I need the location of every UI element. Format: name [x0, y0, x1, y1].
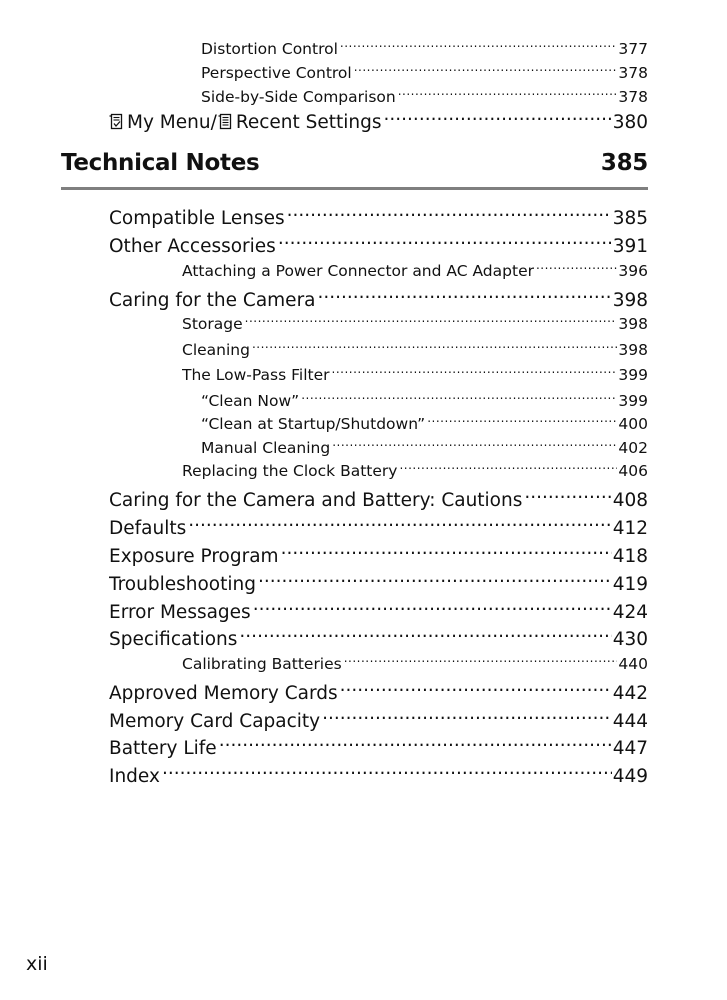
dot-leader [245, 317, 618, 329]
toc-entry[interactable] [201, 413, 648, 435]
dot-leader [332, 441, 617, 453]
dot-leader [162, 763, 612, 782]
toc-entry-perspective-control[interactable] [201, 62, 648, 84]
toc-entry-page: 402 [618, 439, 648, 457]
toc-entry-page: 380 [612, 111, 648, 133]
toc-entry[interactable] [182, 460, 648, 482]
toc-entry[interactable] [109, 205, 648, 231]
toc-entry[interactable] [182, 260, 648, 282]
toc-entry-title: Distortion Control [201, 40, 338, 58]
toc-entry-title: Manual Cleaning [201, 439, 331, 457]
toc-entry-title: Calibrating Batteries [182, 655, 342, 673]
dot-leader [340, 680, 612, 699]
dot-leader [301, 394, 617, 406]
toc-entry-title: Caring for the Camera [109, 289, 316, 311]
toc-entry-title: Specifications [109, 628, 238, 650]
section-divider [61, 187, 648, 190]
toc-entry-title: Storage [182, 315, 243, 333]
dot-leader [281, 543, 612, 562]
toc-entry[interactable] [182, 339, 648, 361]
toc-entry-title: Memory Card Capacity [109, 710, 321, 732]
dot-leader [258, 571, 612, 590]
dot-leader [344, 657, 618, 669]
dot-leader [340, 42, 618, 54]
dot-leader [399, 464, 617, 476]
toc-entry[interactable] [109, 571, 648, 597]
dot-leader [384, 109, 612, 128]
toc-entry-page: 424 [612, 601, 648, 623]
my-menu-label: My Menu/ [127, 111, 217, 133]
toc-entry[interactable] [109, 599, 648, 625]
dot-leader [398, 90, 618, 102]
toc-entry-page: 378 [618, 64, 648, 82]
toc-entry-title: “Clean at Startup/Shutdown” [201, 415, 426, 433]
toc-entry-page: 447 [612, 737, 648, 759]
toc-entry-page: 399 [618, 392, 648, 410]
toc-entry-page: 398 [618, 341, 648, 359]
toc-entry-page: 378 [618, 88, 648, 106]
toc-entry-title [109, 110, 384, 136]
dot-leader [322, 708, 612, 727]
toc-entry-page: 442 [612, 682, 648, 704]
toc-entry-title: Approved Memory Cards [109, 682, 338, 704]
section-page: 385 [600, 150, 648, 176]
toc-entry-page: 449 [612, 765, 648, 787]
toc-entry[interactable] [109, 515, 648, 541]
toc-entry-page: 406 [618, 462, 648, 480]
toc-entry-page: 400 [618, 415, 648, 433]
toc-entry-title: Compatible Lenses [109, 207, 285, 229]
toc-entry-page: 430 [612, 628, 648, 650]
toc-entry-title: Exposure Program [109, 545, 279, 567]
recent-settings-label: Recent Settings [235, 111, 382, 133]
toc-entry[interactable] [109, 487, 648, 513]
toc-entry-page: 419 [612, 573, 648, 595]
toc-entry-title: “Clean Now” [201, 392, 300, 410]
toc-entry-page: 398 [612, 289, 648, 311]
toc-entry[interactable] [109, 233, 648, 259]
toc-entry[interactable] [182, 653, 648, 675]
toc-entry-page: 418 [612, 545, 648, 567]
toc-entry-side-by-side-comparison[interactable] [201, 86, 648, 108]
toc-entry-title: Attaching a Power Connector and AC Adapter [182, 262, 534, 280]
dot-leader [239, 626, 611, 645]
dot-leader [252, 343, 617, 355]
toc-entry-title: The Low-Pass Filter [182, 366, 330, 384]
toc-entry-my-menu-recent-settings[interactable] [109, 109, 648, 135]
toc-entry-page: 444 [612, 710, 648, 732]
toc-entry-title: Perspective Control [201, 64, 352, 82]
toc-entry[interactable] [109, 543, 648, 569]
toc-entry-title: Error Messages [109, 601, 251, 623]
toc-entry-page: 408 [612, 489, 648, 511]
toc-entry[interactable] [109, 287, 648, 313]
toc-entry[interactable] [201, 390, 648, 412]
toc-entry-page: 396 [618, 262, 648, 280]
toc-entry-page: 391 [612, 235, 648, 257]
toc-entry-page: 377 [618, 40, 648, 58]
toc-entry[interactable] [182, 313, 648, 335]
dot-leader [524, 487, 611, 506]
dot-leader [354, 66, 618, 78]
section-title: Technical Notes [61, 150, 260, 176]
toc-entry[interactable] [109, 626, 648, 652]
section-heading-technical-notes[interactable] [61, 150, 648, 182]
dot-leader [219, 735, 612, 754]
dot-leader [536, 264, 617, 276]
toc-entry-distortion-control[interactable] [201, 38, 648, 60]
toc-entry-title: Other Accessories [109, 235, 276, 257]
toc-entry[interactable] [109, 763, 648, 789]
toc-entry-title: Index [109, 765, 160, 787]
toc-entry-title: Caring for the Camera and Battery: Cautions [109, 489, 523, 511]
toc-entry[interactable] [109, 735, 648, 761]
dot-leader [253, 599, 612, 618]
toc-entry-page: 412 [612, 517, 648, 539]
page-number: xii [26, 953, 48, 975]
toc-entry-page: 385 [612, 207, 648, 229]
toc-entry-title: Cleaning [182, 341, 250, 359]
my-menu-icon [109, 113, 123, 130]
dot-leader [318, 287, 612, 306]
toc-entry-page: 399 [618, 366, 648, 384]
dot-leader [332, 368, 618, 380]
toc-entry[interactable] [109, 708, 648, 734]
dot-leader [287, 205, 612, 224]
toc-entry-page: 398 [618, 315, 648, 333]
toc-entry-title: Battery Life [109, 737, 217, 759]
toc-entry[interactable] [109, 680, 648, 706]
dot-leader [188, 515, 611, 534]
recent-settings-icon [218, 113, 232, 130]
dot-leader [427, 417, 617, 429]
dot-leader [278, 233, 612, 252]
toc-entry-title: Defaults [109, 517, 187, 539]
toc-entry-title: Troubleshooting [109, 573, 256, 595]
toc-entry-title: Side-by-Side Comparison [201, 88, 396, 106]
toc-entry-page: 440 [618, 655, 648, 673]
toc-entry[interactable] [201, 437, 648, 459]
toc-entry-title: Replacing the Clock Battery [182, 462, 398, 480]
toc-entry[interactable] [182, 364, 648, 386]
